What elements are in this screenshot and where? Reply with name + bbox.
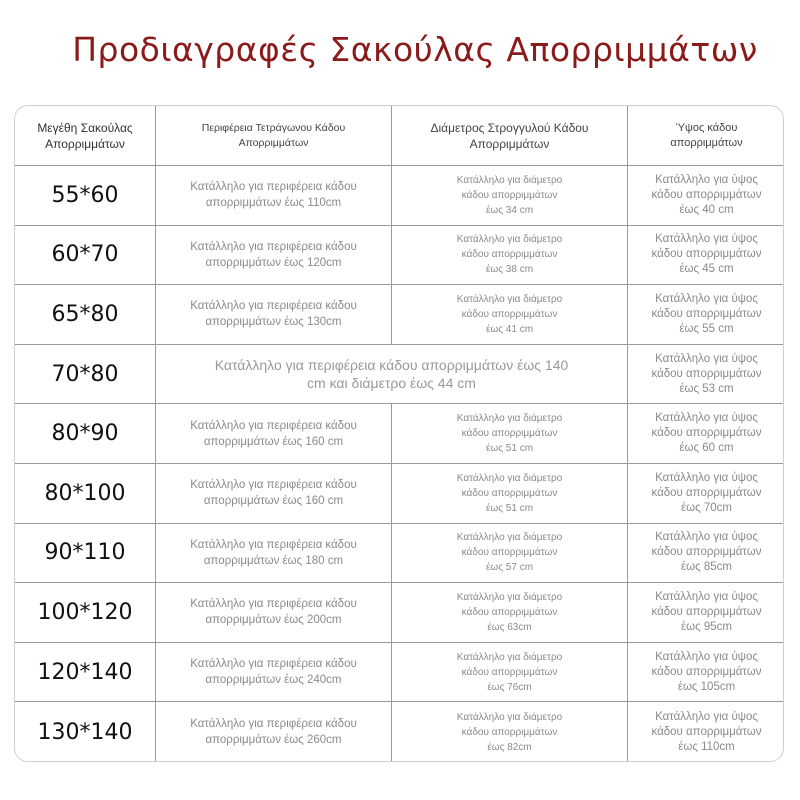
bin-height-cell: Κατάλληλο για ύψος κάδου απορριμμάτων έως 45 cm: [627, 226, 784, 285]
bag-size-cell: 80*100: [44, 480, 126, 506]
round-diameter-cell: Κατάλληλο για διάμετρο κάδου απορριμμάτων έως 34 cm: [391, 166, 627, 225]
bag-size-cell: 80*90: [51, 421, 119, 447]
bag-size-cell: 120*140: [37, 659, 133, 685]
round-diameter-cell: Κατάλληλο για διάμετρο κάδου απορριμμάτων έως 63cm: [391, 583, 627, 642]
bin-height-cell: Κατάλληλο για ύψος κάδου απορριμμάτων έως 110cm: [627, 702, 784, 762]
square-perimeter-cell: Κατάλληλο για περιφέρεια κάδου απορριμμάτων έως 240cm: [155, 643, 391, 702]
bin-height-cell: Κατάλληλο για ύψος κάδου απορριμμάτων έως 105cm: [627, 643, 784, 702]
header-round-diameter: Διάμετρος Στρογγυλού Κάδου Απορριμμάτων: [391, 106, 627, 165]
square-perimeter-cell: Κατάλληλο για περιφέρεια κάδου απορριμμάτων έως 130cm: [155, 285, 391, 344]
bin-height-cell: Κατάλληλο για ύψος κάδου απορριμμάτων έως 95cm: [627, 583, 784, 642]
table-row: [15, 166, 783, 226]
table-row: [15, 404, 783, 464]
square-perimeter-cell: Κατάλληλο για περιφέρεια κάδου απορριμμάτων έως 180 cm: [155, 524, 391, 583]
round-diameter-cell: Κατάλληλο για διάμετρο κάδου απορριμμάτων έως 57 cm: [391, 524, 627, 583]
bin-height-cell: Κατάλληλο για ύψος κάδου απορριμμάτων έως 53 cm: [627, 345, 784, 404]
bag-size-cell: 60*70: [51, 242, 119, 268]
square-perimeter-cell: Κατάλληλο για περιφέρεια κάδου απορριμμάτων έως 160 cm: [155, 464, 391, 523]
bin-height-cell: Κατάλληλο για ύψος κάδου απορριμμάτων έως 60 cm: [627, 404, 784, 463]
square-perimeter-cell: Κατάλληλο για περιφέρεια κάδου απορριμμάτων έως 120cm: [155, 226, 391, 285]
bag-size-cell: 130*140: [37, 719, 133, 745]
square-perimeter-cell: Κατάλληλο για περιφέρεια κάδου απορριμμάτων έως 160 cm: [155, 404, 391, 463]
table-row: [15, 285, 783, 345]
round-diameter-cell: Κατάλληλο για διάμετρο κάδου απορριμμάτων έως 38 cm: [391, 226, 627, 285]
page-title: Προδιαγραφές Σακούλας Απορριμμάτων: [72, 30, 758, 69]
bag-size-cell: 100*120: [37, 599, 133, 625]
bin-height-cell: Κατάλληλο για ύψος κάδου απορριμμάτων έως 55 cm: [627, 285, 784, 344]
square-perimeter-cell: Κατάλληλο για περιφέρεια κάδου απορριμμάτων έως 110cm: [155, 166, 391, 225]
round-diameter-cell: Κατάλληλο για διάμετρο κάδου απορριμμάτων έως 41 cm: [391, 285, 627, 344]
table-row: [15, 702, 783, 762]
table-row: [15, 226, 783, 286]
square-perimeter-cell: Κατάλληλο για περιφέρεια κάδου απορριμμάτων έως 260cm: [155, 702, 391, 762]
header-square-perimeter: Περιφέρεια Τετράγωνου Κάδου Απορριμμάτων: [155, 106, 391, 165]
bin-height-cell: Κατάλληλο για ύψος κάδου απορριμμάτων έως 70cm: [627, 464, 784, 523]
merged-fit-cell: Κατάλληλο για περιφέρεια κάδου απορριμμάτων έως 140 cm και διάμετρο έως 44 cm: [155, 345, 627, 404]
bin-height-cell: Κατάλληλο για ύψος κάδου απορριμμάτων έως 85cm: [627, 524, 784, 583]
table-header-row: [15, 106, 783, 166]
bag-size-cell: 90*110: [44, 540, 126, 566]
table-row: [15, 524, 783, 584]
header-bag-size: Μεγέθη Σακούλας Απορριμμάτων: [37, 120, 133, 151]
round-diameter-cell: Κατάλληλο για διάμετρο κάδου απορριμμάτων έως 82cm: [391, 702, 627, 762]
bin-height-cell: Κατάλληλο για ύψος κάδου απορριμμάτων έως 40 cm: [627, 166, 784, 225]
table-row: [15, 643, 783, 703]
square-perimeter-cell: Κατάλληλο για περιφέρεια κάδου απορριμμάτων έως 200cm: [155, 583, 391, 642]
bag-size-cell: 70*80: [51, 361, 119, 387]
spec-table: [14, 105, 784, 762]
round-diameter-cell: Κατάλληλο για διάμετρο κάδου απορριμμάτων έως 51 cm: [391, 464, 627, 523]
round-diameter-cell: Κατάλληλο για διάμετρο κάδου απορριμμάτων έως 51 cm: [391, 404, 627, 463]
table-row: [15, 464, 783, 524]
bag-size-cell: 55*60: [51, 182, 119, 208]
round-diameter-cell: Κατάλληλο για διάμετρο κάδου απορριμμάτων έως 76cm: [391, 643, 627, 702]
bag-size-cell: 65*80: [51, 301, 119, 327]
table-row: [15, 583, 783, 643]
header-bin-height: Ύψος κάδου απορριμμάτων: [627, 106, 784, 165]
table-row: [15, 345, 783, 405]
